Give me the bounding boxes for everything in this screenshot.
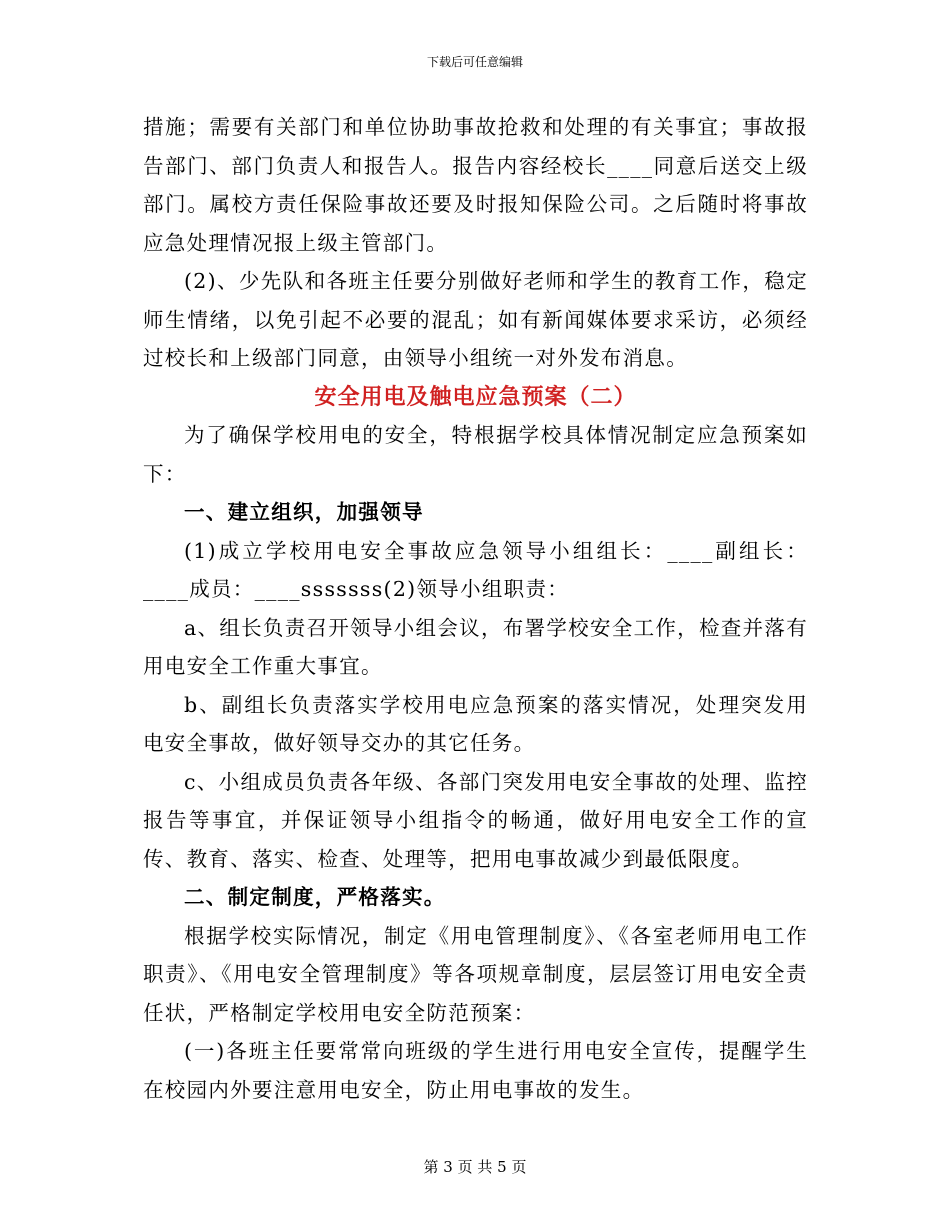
- page-number: 第 3 页 共 5 页: [423, 1158, 527, 1176]
- paragraph-intro: 为了确保学校用电的安全，特根据学校具体情况制定应急预案如下：: [143, 423, 808, 486]
- paragraph-leadership-group: (1)成立学校用电安全事故应急领导小组组长：____副组长：____成员：____sssssss(2)领导小组职责：: [143, 538, 808, 601]
- heading-regulations: 二、制定制度，严格落实。: [184, 885, 446, 909]
- paragraph-regulations: 根据学校实际情况，制定《用电管理制度》、《各室老师用电工作职责》、《用电安全管理制度》等各项规章制度，层层签订用电安全责任状，严格制定学校用电安全防范预案：: [143, 923, 808, 1025]
- paragraph-duty-a: a、组长负责召开领导小组会议，布署学校安全工作，检查并落有用电安全工作重大事宜。: [143, 615, 808, 678]
- section-title: 安全用电及触电应急预案（二）: [314, 383, 637, 410]
- paragraph-class-teachers: (一)各班主任要常常向班级的学生进行用电安全宣传，提醒学生在校园内外要注意用电安全，防止用电事故的发生。: [143, 1039, 808, 1102]
- heading-organization: 一、建立组织，加强领导: [184, 500, 424, 524]
- paragraph-accident-report: 措施；需要有关部门和单位协助事故抢救和处理的有关事宜；事故报告部门、部门负责人和报告人。报告内容经校长____同意后送交上级部门。属校方责任保险事故还要及时报知保险公司。之后随时将事故应急处理情况报上级主管部门。: [143, 115, 808, 255]
- paragraph-duty-b: b、副组长负责落实学校用电应急预案的落实情况，处理突发用电安全事故，做好领导交办的其它任务。: [143, 692, 808, 755]
- paragraph-duty-c: c、小组成员负责各年级、各部门突发用电安全事故的处理、监控报告等事宜，并保证领导小组指令的畅通，做好用电安全工作的宣传、教育、落实、检查、处理等，把用电事故减少到最低限度。: [143, 769, 808, 871]
- paragraph-team-education: (2)、少先队和各班主任要分别做好老师和学生的教育工作，稳定师生情绪，以免引起不必要的混乱；如有新闻媒体要求采访，必须经过校长和上级部门同意，由领导小组统一对外发布消息。: [143, 269, 808, 370]
- page-header: 下载后可任意编辑: [426, 55, 523, 69]
- document-body: [143, 108, 808, 1109]
